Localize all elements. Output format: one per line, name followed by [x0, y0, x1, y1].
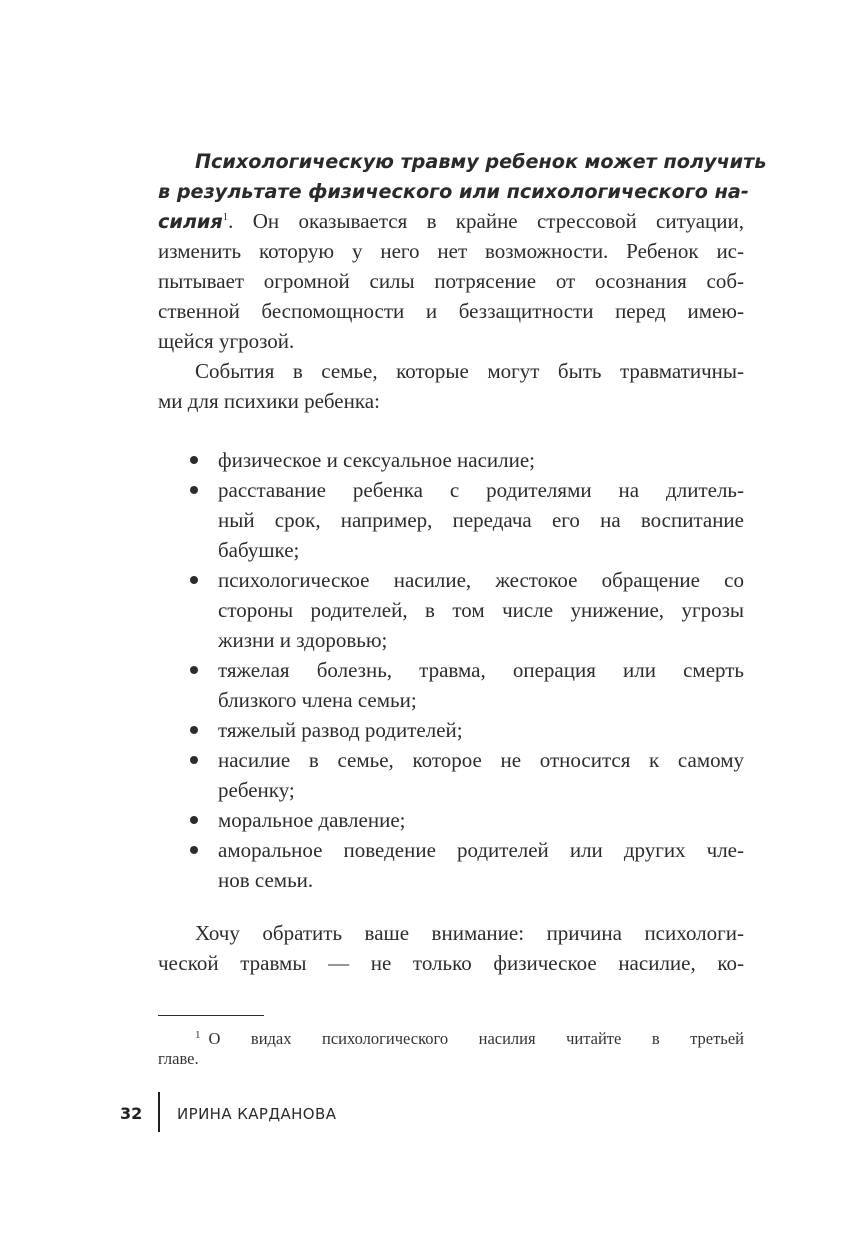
footnote-number: 1: [195, 1029, 201, 1041]
running-footer-author: ИРИНА КАРДАНОВА: [177, 1105, 337, 1123]
bullet-icon: [190, 756, 198, 764]
paragraph-1-line-7: щейся угрозой.: [158, 329, 295, 353]
bullet-icon: [190, 486, 198, 494]
paragraph-3-line-2: ческой травмы — не только физическое насилие, ко-: [158, 951, 744, 975]
footnote-reference: 1: [222, 211, 229, 223]
footnote-divider: [158, 1015, 264, 1016]
footnote-line-1: $^1$ О видах психологического насилия читайте в третьей: [195, 1029, 744, 1048]
paragraph-1-line-6: ственной беспомощности и беззащитности перед имею-: [158, 299, 744, 323]
bullet-icon: [190, 456, 198, 464]
bullet-icon: [190, 666, 198, 674]
bullet-icon: [190, 816, 198, 824]
paragraph-1-line-5: пытывает огромной силы потрясение от осознания соб-: [158, 269, 744, 293]
bullet-icon: [190, 576, 198, 584]
page-number: 32: [120, 1104, 143, 1123]
bullet-icon: [190, 726, 198, 734]
paragraph-1-line-2: в результате физического или психологического на-: [158, 180, 749, 203]
bullet-icon: [190, 846, 198, 854]
paragraph-2-line-1: События в семье, которые могут быть травматичны-: [195, 359, 744, 383]
paragraph-2-line-2: ми для психики ребенка:: [158, 389, 380, 413]
footnote-line-2: главе.: [158, 1049, 199, 1068]
paragraph-1-line-4: изменить которую у него нет возможности. Ребенок ис-: [158, 239, 744, 263]
paragraph-3-line-1: Хочу обратить ваше внимание: причина психологи-: [195, 921, 744, 945]
footer-divider: [158, 1092, 160, 1132]
paragraph-1-line-1: Психологическую травму ребенок может получить: [195, 150, 767, 173]
book-page: Психологическую травму ребенок может получить в результате физического или психологического на- силия$^1$. Он оказывается в крайне стрессовой ситуации, изменить которую у него нет возможности. Ребенок ис- пытывает огромной силы потрясение от осознания соб- ственной беспомощности и беззащитности перед имею- щейся угрозой. События в семье, которые могут быть травматичны- ми для психики ребенка: физическое и сексуальное насилие; расставание ребенка с родителями на длитель- ный срок, например, передача его на воспитание бабушке; психологическое насилие, жестокое обращение со стороны родителей, в том числе унижение, угрозы жизни и здоровью; тяжелая болезнь, травма, операция или смерть близкого члена семьи; тяжелый развод родителей; насилие в семье, которое не относится к самому ребенку; моральное давление; аморальное поведение родителей или других чле- нов семьи. Хочу обратить ваше внимание: причина психологи- ческой травмы — не только физическое насилие, ко- $^1$ О видах психологического насилия читайте в третьей главе. 32 ИРИНА КАРДАНОВА: [0, 0, 844, 1240]
paragraph-1-line-3: силия$^1$. Он оказывается в крайне стрессовой ситуации,: [158, 209, 744, 233]
